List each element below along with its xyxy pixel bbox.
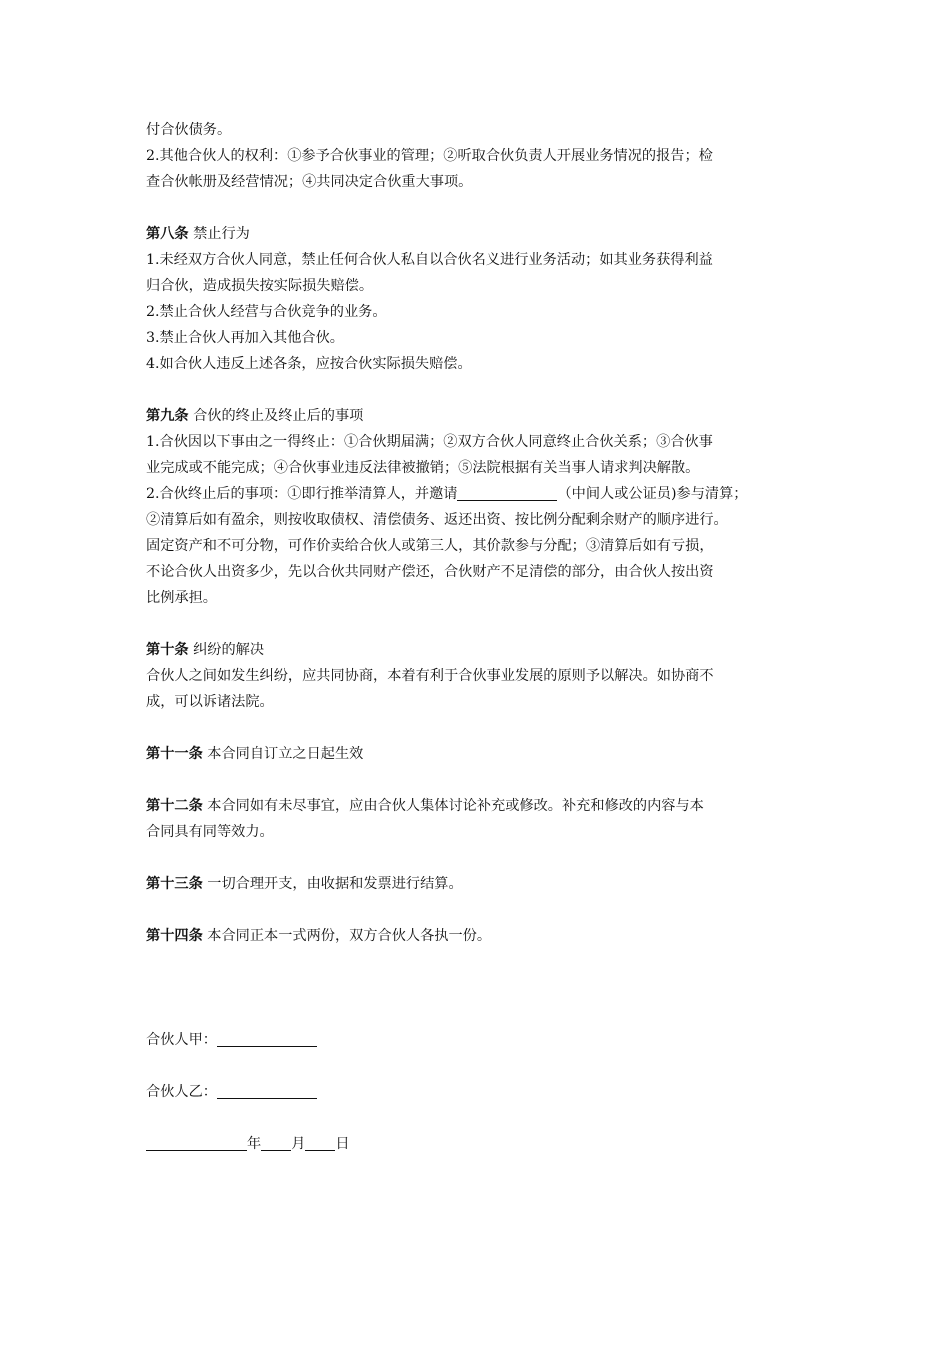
partner-b-signature — [146, 1079, 812, 1105]
day-label: 日 — [335, 1136, 350, 1152]
article10-label: 第十条 — [146, 642, 189, 658]
intro-line-1: 付合伙债务。 — [146, 122, 232, 138]
partner-a-blank — [217, 1028, 317, 1047]
article10-line-1: 合伙人之间如发生纠纷，应共同协商，本着有利于合伙事业发展的原则予以解决。如协商不 — [146, 668, 714, 684]
article12-title: 本合同如有未尽事宜，应由合伙人集体讨论补充或修改。补充和修改的内容与本 — [202, 798, 704, 814]
year-blank — [146, 1132, 247, 1151]
article8-line-5: 4.如合伙人违反上述各条，应按合伙实际损失赔偿。 — [146, 356, 472, 372]
article8-line-2: 归合伙，造成损失按实际损失赔偿。 — [146, 278, 374, 294]
article14-label: 第十四条 — [146, 928, 203, 944]
mediator-blank — [457, 482, 557, 501]
article9-line-3-post: （中间人或公证员)参与清算； — [557, 486, 748, 502]
date-line — [146, 1131, 812, 1157]
article9-line-2: 业完成或不能完成；④合伙事业违反法律被撤销；⑤法院根据有关当事人请求判决解散。 — [146, 460, 700, 476]
day-blank — [305, 1132, 335, 1151]
article9-line-1: 1.合伙因以下事由之一得终止：①合伙期届满；②双方合伙人同意终止合伙关系；③合伙事 — [146, 434, 713, 450]
article8-title: 禁止行为 — [188, 226, 250, 242]
article9-label: 第九条 — [146, 408, 189, 424]
article9-line-4: ②清算后如有盈余，则按收取债权、清偿债务、返还出资、按比例分配剩余财产的顺序进行。 — [146, 512, 728, 528]
partner-b-label: 合伙人乙： — [146, 1084, 217, 1100]
article9-line-5: 固定资产和不可分物，可作价卖给合伙人或第三人，其价款参与分配；③清算后如有亏损， — [146, 538, 714, 554]
article10-line-2: 成，可以诉诸法院。 — [146, 694, 274, 710]
article14-heading — [146, 923, 812, 949]
month-blank — [261, 1132, 291, 1151]
partner-a-signature — [146, 1027, 812, 1053]
article11-heading — [146, 741, 812, 767]
article9-line-3 — [146, 481, 812, 507]
article9-heading — [146, 403, 812, 429]
intro-line-3: 查合伙帐册及经营情况；④共同决定合伙重大事项。 — [146, 174, 473, 190]
article11-label: 第十一条 — [146, 746, 203, 762]
article8-line-4: 3.禁止合伙人再加入其他合伙。 — [146, 330, 344, 346]
document-page — [146, 117, 812, 1157]
article8-line-1: 1.未经双方合伙人同意，禁止任何合伙人私自以合伙名义进行业务活动；如其业务获得利益 — [146, 252, 713, 268]
article10-heading — [146, 637, 812, 663]
month-label: 月 — [291, 1136, 306, 1152]
article9-title: 合伙的终止及终止后的事项 — [188, 408, 364, 424]
article13-label: 第十三条 — [146, 876, 203, 892]
article12-line-2: 合同具有同等效力。 — [146, 824, 274, 840]
article12-heading — [146, 793, 812, 819]
article13-heading — [146, 871, 812, 897]
article9-line-7: 比例承担。 — [146, 590, 217, 606]
article13-title: 一切合理开支，由收据和发票进行结算。 — [202, 876, 463, 892]
partner-a-label: 合伙人甲： — [146, 1032, 217, 1048]
article9-line-3-pre: 2.合伙终止后的事项：①即行推举清算人，并邀请 — [146, 486, 458, 502]
intro-line-2: 2.其他合伙人的权利：①参予合伙事业的管理；②听取合伙负责人开展业务情况的报告；检 — [146, 148, 713, 164]
article8-heading — [146, 221, 812, 247]
article11-title: 本合同自订立之日起生效 — [202, 746, 364, 762]
article12-label: 第十二条 — [146, 798, 203, 814]
year-label: 年 — [247, 1136, 262, 1152]
article10-title: 纠纷的解决 — [188, 642, 265, 658]
article9-line-6: 不论合伙人出资多少，先以合伙共同财产偿还，合伙财产不足清偿的部分，由合伙人按出资 — [146, 564, 714, 580]
article14-title: 本合同正本一式两份，双方合伙人各执一份。 — [202, 928, 492, 944]
article8-line-3: 2.禁止合伙人经营与合伙竞争的业务。 — [146, 304, 387, 320]
article8-label: 第八条 — [146, 226, 189, 242]
partner-b-blank — [217, 1080, 317, 1099]
